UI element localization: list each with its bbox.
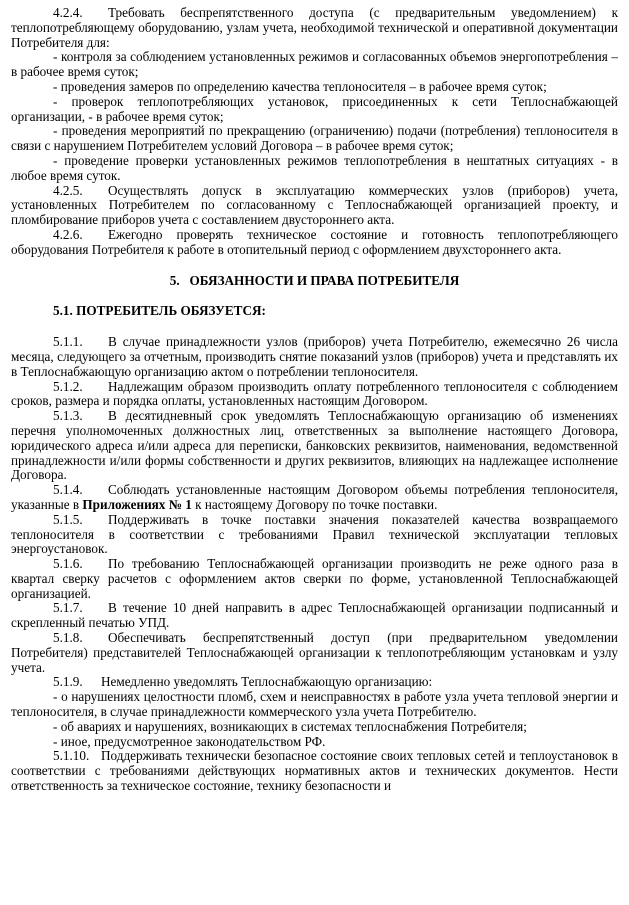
paragraph-4-2-4 (11, 6, 618, 50)
clause-text-end: к настоящему Договору по точке поставки. (191, 496, 438, 512)
list-item: - иное, предусмотренное законодательством РФ. (53, 733, 326, 749)
clause-number: 5.1.8. (53, 630, 83, 646)
annex-reference: Приложениях № 1 (82, 496, 192, 512)
clause-number: 4.2.6. (53, 226, 83, 242)
clause-number: 5.1.5. (53, 511, 83, 527)
clause-text: Поддерживать технически безопасное состояние своих тепловых сетей и теплоустановок в соответствии с требованиями действующих нормативных актов и технических документов. Нести ответственность за техническое состояние, технику безопасности и (11, 748, 618, 794)
clause-number: 5.1.6. (53, 556, 83, 572)
clause-number: 5.1.2. (53, 378, 83, 394)
clause-text: По требованию Теплоснабжающей организации производить не реже одного раза в квартал сверку расчетов с оформлением актов сверки по форме, установленной Теплоснабжающей организацией. (11, 556, 618, 601)
section-heading: 5. ОБЯЗАННОСТИ И ПРАВА ПОТРЕБИТЕЛЯ (169, 272, 460, 288)
clause-number: 5.1.1. (53, 334, 83, 350)
clause-text: Поддерживать в точке поставки значения показателей качества возвращаемого теплоносителя в соответствии с требованиями Правил технической эксплуатации тепловых энергоустановок. (11, 511, 618, 557)
clause-number: 5.1.9. (53, 674, 83, 690)
clause-text: Осуществлять допуск в эксплуатацию коммерческих узлов (приборов) учета, установленных Потребителем по согласованному с Теплоснабжающей организацией проекту, и пломбирование приборов учета с составлением двустороннего акта. (11, 182, 618, 228)
list-item: - о нарушениях целостности пломб, схем и неисправностях в работе узла учета тепловой энергии и теплоносителя, в случае принадлежности коммерческого узла учета Потребителю. (11, 689, 618, 720)
clause-text: Соблюдать установленные настоящим Договором объемы потребления теплоносителя, указанные в (11, 482, 618, 512)
clause-text: Обеспечивать беспрепятственный доступ (при предварительном уведомлении Потребителя) представителей Теплоснабжающей организации к теплопотребляющим установкам и узлу учета. (11, 630, 618, 675)
paragraph-5-1-9 (11, 675, 618, 690)
clause-number: 5.1.3. (53, 408, 83, 424)
paragraph-5-1-4 (11, 483, 618, 513)
list-item: - проведение проверки установленных режимов теплопотребления в нештатных ситуациях - в любое время суток. (11, 152, 618, 183)
document-page (11, 6, 618, 901)
paragraph-4-2-5 (11, 184, 618, 228)
list-item: - проведения мероприятий по прекращению (ограничению) подачи (потребления) теплоносителя в связи с нарушением Потребителем условий Договора – в рабочее время суток; (11, 123, 618, 154)
paragraph-5-1-2 (11, 380, 618, 410)
paragraph-5-1-5 (11, 513, 618, 557)
spacer (11, 258, 618, 274)
clause-text: В случае принадлежности узлов (приборов) учета Потребителю, ежемесячно 26 числа месяца, следующего за отчетным, производить снятие показаний узлов (приборов) учета и представлять их в Теплоснабжающую организацию актом о потреблении теплоносителя. (11, 334, 618, 379)
list-item: - контроля за соблюдением установленных режимов и согласованных объемов энергопотребления – в рабочее время суток; (11, 49, 618, 80)
paragraph-5-1-7 (11, 601, 618, 631)
list-item: - об авариях и нарушениях, возникающих в системах теплоснабжения Потребителя; (53, 718, 527, 734)
list-item: - проведения замеров по определению качества теплоносителя – в рабочее время суток; (53, 78, 547, 94)
paragraph-5-1-1 (11, 335, 618, 379)
paragraph-4-2-6 (11, 228, 618, 258)
clause-number: 5.1.4. (53, 482, 83, 498)
list-item: - проверок теплопотребляющих установок, присоединенных к сети Теплоснабжающей организации, - в рабочее время суток; (11, 93, 618, 124)
clause-text: Надлежащим образом производить оплату потребленного теплоносителя с соблюдением сроков, размера и порядка оплаты, установленных настоящим Договором. (11, 378, 618, 409)
paragraph-5-1-8 (11, 631, 618, 675)
paragraph-5-1-6 (11, 557, 618, 601)
spacer (11, 319, 618, 335)
clause-text: Требовать беспрепятственного доступа (с предварительным уведомлением) к теплопотребляющему оборудованию, узлам учета, необходимой технической и оперативной документации Потребителя для: (11, 6, 618, 50)
clause-number: 4.2.4. (53, 6, 83, 20)
subsection-heading: 5.1. ПОТРЕБИТЕЛЬ ОБЯЗУЕТСЯ: (53, 303, 266, 319)
clause-number: 5.1.10. (53, 748, 90, 764)
paragraph-5-1-3 (11, 409, 618, 483)
paragraph-5-1-10 (11, 749, 618, 793)
spacer (11, 288, 618, 304)
clause-text: Ежегодно проверять техническое состояние и готовность теплопотребляющего оборудования Потребителя к работе в отопительный период с оформлением двухстороннего акта. (11, 226, 618, 257)
clause-text: Немедленно уведомлять Теплоснабжающую организацию: (101, 674, 433, 690)
clause-number: 4.2.5. (53, 182, 83, 198)
clause-text: В десятидневный срок уведомлять Теплоснабжающую организацию об изменениях перечня уполномоченных должностных лиц, ответственных за выполнение настоящего Договора, юридического адреса и/или адреса для переписки, банковских реквизитов, наименования, ведомственной принадлежности и/или формы собственности и других реквизитов, влияющих на надлежащее исполнение Договора. (11, 408, 618, 483)
clause-number: 5.1.7. (53, 600, 83, 616)
clause-text: В течение 10 дней направить в адрес Теплоснабжающей организации подписанный и скрепленный печатью УПД. (11, 600, 618, 631)
